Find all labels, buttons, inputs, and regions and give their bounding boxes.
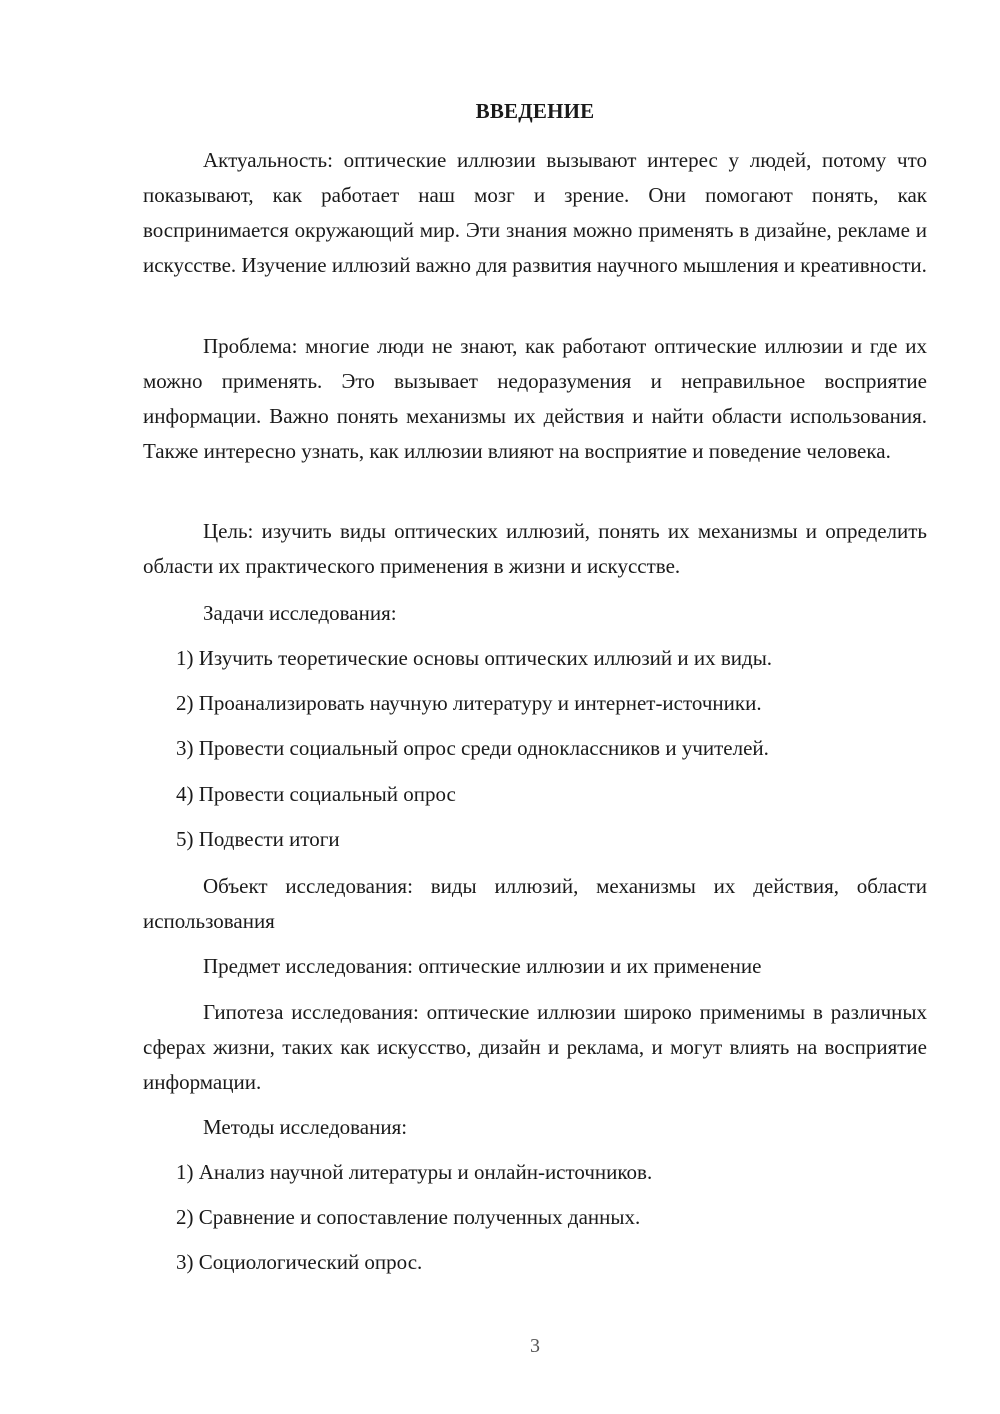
method-item: 3) Социологический опрос. — [176, 1250, 423, 1274]
tasks-heading: Задачи исследования: — [203, 601, 397, 625]
goal-paragraph: Цель: изучить виды оптических иллюзий, понять их механизмы и определить области их практического применения в жизни и искусстве. — [143, 519, 927, 578]
hypothesis-paragraph: Гипотеза исследования: оптические иллюзии широко применимы в различных сферах жизни, таких как искусство, дизайн и реклама, и могут влиять на восприятие информации. — [143, 1000, 927, 1094]
relevance-paragraph: Актуальность: оптические иллюзии вызывают интерес у людей, потому что показывают, как работает наш мозг и зрение. Они помогают понять, как воспринимается окружающий мир. Эти знания можно применять в дизайне, рекламе и искусстве. Изучение иллюзий важно для развития научного мышления и креативности. — [143, 148, 927, 277]
task-item: 5) Подвести итоги — [176, 827, 340, 851]
page-title: ВВЕДЕНИЕ — [475, 99, 595, 123]
method-item: 1) Анализ научной литературы и онлайн-источников. — [176, 1160, 653, 1184]
task-item: 2) Проанализировать научную литературу и интернет-источники. — [176, 691, 762, 715]
task-item: 1) Изучить теоретические основы оптических иллюзий и их виды. — [176, 646, 773, 670]
subject-paragraph: Предмет исследования: оптические иллюзии и их применение — [203, 954, 762, 978]
task-item: 4) Провести социальный опрос — [176, 782, 456, 806]
object-paragraph: Объект исследования: виды иллюзий, механизмы их действия, области использования — [143, 874, 927, 933]
task-item: 3) Провести социальный опрос среди одноклассников и учителей. — [176, 736, 769, 760]
method-item: 2) Сравнение и сопоставление полученных данных. — [176, 1205, 641, 1229]
methods-heading: Методы исследования: — [203, 1115, 408, 1139]
problem-paragraph: Проблема: многие люди не знают, как работают оптические иллюзии и где их можно применять. Это вызывает недоразумения и неправильное восприятие информации. Важно понять механизмы их действия и найти области использования. Также интересно узнать, как иллюзии влияют на восприятие и поведение человека. — [143, 334, 927, 463]
page-number: 3 — [530, 1335, 540, 1357]
